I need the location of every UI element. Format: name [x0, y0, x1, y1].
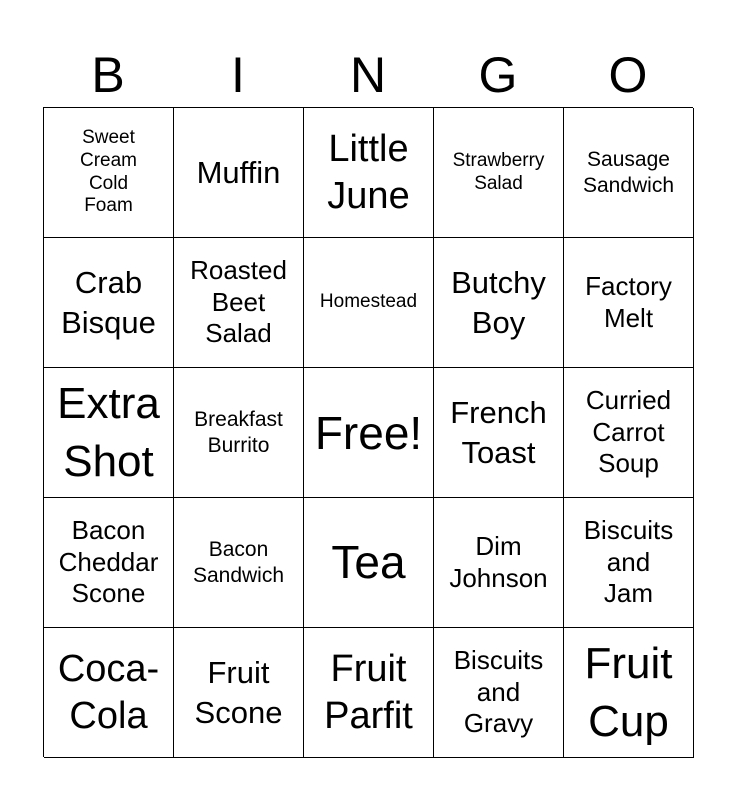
bingo-cell-3-1[interactable]: [44, 368, 174, 498]
cell-label: Tea: [331, 536, 406, 589]
cell-label: Roasted Beet Salad: [190, 254, 287, 349]
cell-label: Curried Carrot Soup: [585, 384, 672, 479]
bingo-cell-1-3[interactable]: [304, 108, 434, 238]
cell-label: Homestead: [319, 291, 418, 313]
bingo-cell-2-1[interactable]: [44, 238, 174, 368]
bingo-cell-5-2[interactable]: [174, 628, 304, 758]
cell-label: Sausage Sandwich: [582, 148, 675, 197]
cell-label: Bacon Cheddar Scone: [58, 514, 159, 609]
bingo-cell-4-5[interactable]: [564, 498, 694, 628]
cell-label: Butchy Boy: [451, 264, 546, 340]
cell-label: Bacon Sandwich: [192, 538, 285, 587]
cell-label: Crab Bisque: [61, 264, 156, 340]
cell-label: Coca- Cola: [57, 648, 160, 737]
bingo-board: [43, 107, 693, 757]
cell-label: Fruit Scone: [194, 654, 283, 730]
bingo-cell-5-3[interactable]: [304, 628, 434, 758]
bingo-cell-5-5[interactable]: [564, 628, 694, 758]
bingo-cell-4-3[interactable]: [304, 498, 434, 628]
bingo-cell-2-5[interactable]: [564, 238, 694, 368]
bingo-header: [43, 42, 693, 108]
cell-label: Muffin: [196, 154, 281, 190]
bingo-cell-3-4[interactable]: [434, 368, 564, 498]
bingo-cell-3-5[interactable]: [564, 368, 694, 498]
header-letter-n: N: [349, 47, 387, 103]
cell-label: Biscuits and Gravy: [453, 644, 544, 739]
bingo-cell-3-3[interactable]: [304, 368, 434, 498]
cell-label: Extra Shot: [57, 379, 160, 486]
bingo-cell-5-4[interactable]: [434, 628, 564, 758]
header-letter-b: B: [91, 47, 125, 103]
cell-label: French Toast: [450, 394, 547, 470]
bingo-cell-1-2[interactable]: [174, 108, 304, 238]
cell-label: Fruit Cup: [584, 639, 673, 746]
cell-label: Dim Johnson: [449, 530, 548, 593]
bingo-cell-1-4[interactable]: [434, 108, 564, 238]
cell-label: Fruit Parfit: [324, 648, 413, 737]
header-letter-o: O: [608, 47, 648, 103]
header-letter-g: G: [478, 47, 518, 103]
header-letter-i: I: [231, 47, 245, 103]
cell-label: Biscuits and Jam: [583, 514, 674, 609]
cell-label: Breakfast Burrito: [194, 408, 283, 457]
bingo-cell-4-2[interactable]: [174, 498, 304, 628]
bingo-cell-2-3[interactable]: [304, 238, 434, 368]
free-space: Free!: [314, 406, 423, 459]
bingo-cell-3-2[interactable]: [174, 368, 304, 498]
bingo-cell-2-2[interactable]: [174, 238, 304, 368]
cell-label: Factory Melt: [585, 270, 672, 333]
bingo-cell-4-1[interactable]: [44, 498, 174, 628]
cell-label: Little June: [327, 128, 410, 217]
cell-label: Strawberry Salad: [452, 149, 545, 194]
bingo-cell-2-4[interactable]: [434, 238, 564, 368]
bingo-cell-1-5[interactable]: [564, 108, 694, 238]
bingo-cell-1-1[interactable]: [44, 108, 174, 238]
cell-label: Sweet Cream Cold Foam: [79, 126, 137, 217]
bingo-cell-5-1[interactable]: [44, 628, 174, 758]
bingo-cell-4-4[interactable]: [434, 498, 564, 628]
